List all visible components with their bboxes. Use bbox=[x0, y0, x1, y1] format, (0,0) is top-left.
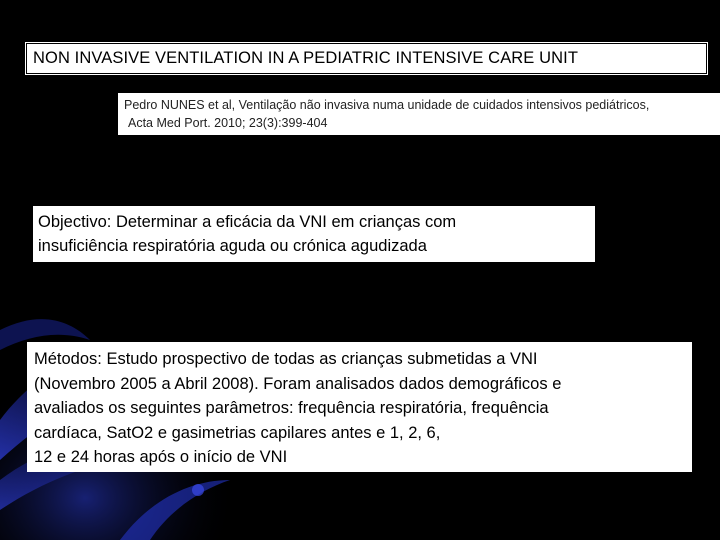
methods-line: (Novembro 2005 a Abril 2008). Foram analisados dados demográficos e bbox=[34, 374, 562, 393]
methods-line: avaliados os seguintes parâmetros: frequência respiratória, frequência bbox=[34, 399, 549, 417]
methods-line: Métodos: Estudo prospectivo de todas as crianças submetidas a VNI bbox=[34, 350, 538, 368]
slide-title: NON INVASIVE VENTILATION IN A PEDIATRIC INTENSIVE CARE UNIT bbox=[26, 43, 707, 74]
reference-line-2: Acta Med Port. 2010; 23(3):399-404 bbox=[128, 116, 328, 130]
objective-line-1: Objectivo: Determinar a eficácia da VNI em crianças com bbox=[38, 213, 457, 231]
objective-line-2: insuficiência respiratória aguda ou crónica agudizada bbox=[38, 237, 427, 255]
reference-citation bbox=[118, 93, 720, 135]
methods-line: 12 e 24 horas após o início de VNI bbox=[34, 448, 288, 466]
methods-line: cardíaca, SatO2 e gasimetrias capilares antes e 1, 2, 6, bbox=[34, 423, 441, 442]
objective-box bbox=[33, 206, 595, 262]
reference-line-1: Pedro NUNES et al, Ventilação não invasiva numa unidade de cuidados intensivos pediátricos, bbox=[124, 98, 650, 112]
methods-box bbox=[27, 342, 692, 472]
